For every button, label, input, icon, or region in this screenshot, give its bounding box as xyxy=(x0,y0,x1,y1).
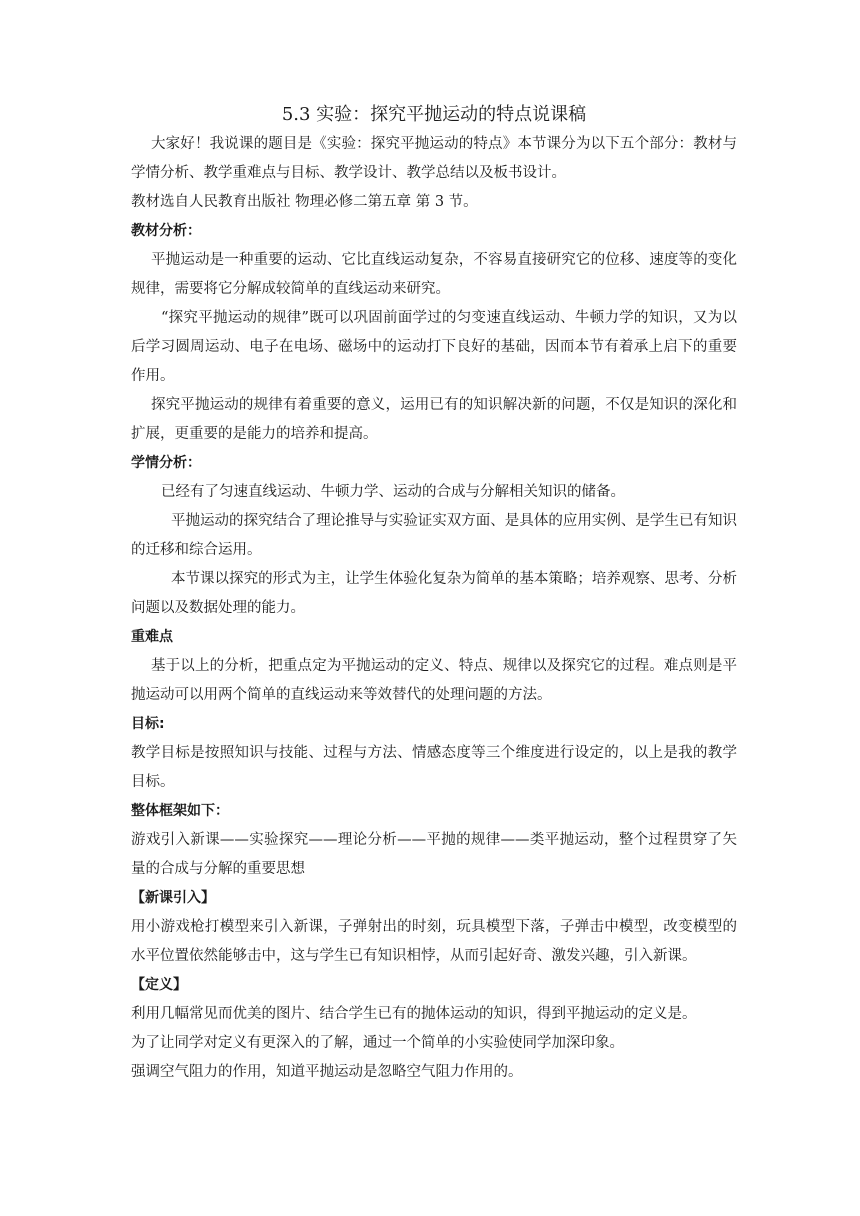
textbook-paragraph: 探究平抛运动的规律有着重要的意义，运用已有的知识解决新的问题，不仅是知识的深化和扩展，更重要的是能力的培养和提高。 xyxy=(131,397,737,442)
definition-heading: 【定义】 xyxy=(131,977,187,993)
definition-paragraph: 强调空气阻力的作用，知道平抛运动是忽略空气阻力作用的。 xyxy=(131,1064,523,1080)
new-lesson-paragraph: 用小游戏枪打模型来引入新课，子弹射出的时刻，玩具模型下落，子弹击中模型，改变模型的水平位置依然能够击中，这与学生已有知识相悖，从而引起好奇、激发兴趣，引入新课。 xyxy=(131,919,737,964)
textbook-heading: 教材分析： xyxy=(131,223,201,239)
framework-paragraph: 游戏引入新课——实验探究——理论分析——平抛的规律——类平抛运动，整个过程贯穿了矢量的合成与分解的重要思想 xyxy=(131,832,737,877)
goals-heading: 目标: xyxy=(131,716,165,732)
definition-paragraph: 利用几幅常见而优美的图片、结合学生已有的抛体运动的知识，得到平抛运动的定义是。 xyxy=(131,1006,697,1022)
intro-paragraph: 大家好！我说课的题目是《实验：探究平抛运动的特点》本节课分为以下五个部分：教材与学情分析、教学重难点与目标、教学设计、教学总结以及板书设计。 xyxy=(131,136,737,181)
students-paragraph: 平抛运动的探究结合了理论推导与实验证实双方面、是具体的应用实例、是学生已有知识的迁移和综合运用。 xyxy=(131,513,737,558)
textbook-source: 教材选自人民教育出版社 物理必修二第五章 第 3 节。 xyxy=(131,194,478,210)
definition-paragraph: 为了让同学对定义有更深入的了解，通过一个简单的小实验使同学加深印象。 xyxy=(131,1035,624,1051)
keypoints-paragraph: 基于以上的分析，把重点定为平抛运动的定义、特点、规律以及探究它的过程。难点则是平抛运动可以用两个简单的直线运动来等效替代的处理问题的方法。 xyxy=(131,658,737,703)
document-body xyxy=(131,100,737,1087)
new-lesson-heading: 【新课引入】 xyxy=(131,890,215,906)
page-title: 5.3 实验：探究平抛运动的特点说课稿 xyxy=(281,104,587,125)
framework-heading: 整体框架如下： xyxy=(131,803,229,819)
goals-paragraph: 教学目标是按照知识与技能、过程与方法、情感态度等三个维度进行设定的，以上是我的教学目标。 xyxy=(131,745,737,790)
students-paragraph: 已经有了匀速直线运动、牛顿力学、运动的合成与分解相关知识的储备。 xyxy=(161,484,625,500)
keypoints-heading: 重难点 xyxy=(131,629,173,645)
students-heading: 学情分析： xyxy=(131,455,201,471)
students-paragraph: 本节课以探究的形式为主，让学生体验化复杂为简单的基本策略；培养观察、思考、分析问题以及数据处理的能力。 xyxy=(131,571,737,616)
textbook-paragraph: 平抛运动是一种重要的运动、它比直线运动复杂，不容易直接研究它的位移、速度等的变化规律，需要将它分解成较简单的直线运动来研究。 xyxy=(131,252,737,297)
textbook-paragraph: “探究平抛运动的规律”既可以巩固前面学过的匀变速直线运动、牛顿力学的知识，又为以后学习圆周运动、电子在电场、磁场中的运动打下良好的基础，因而本节有着承上启下的重要作用。 xyxy=(131,310,737,384)
